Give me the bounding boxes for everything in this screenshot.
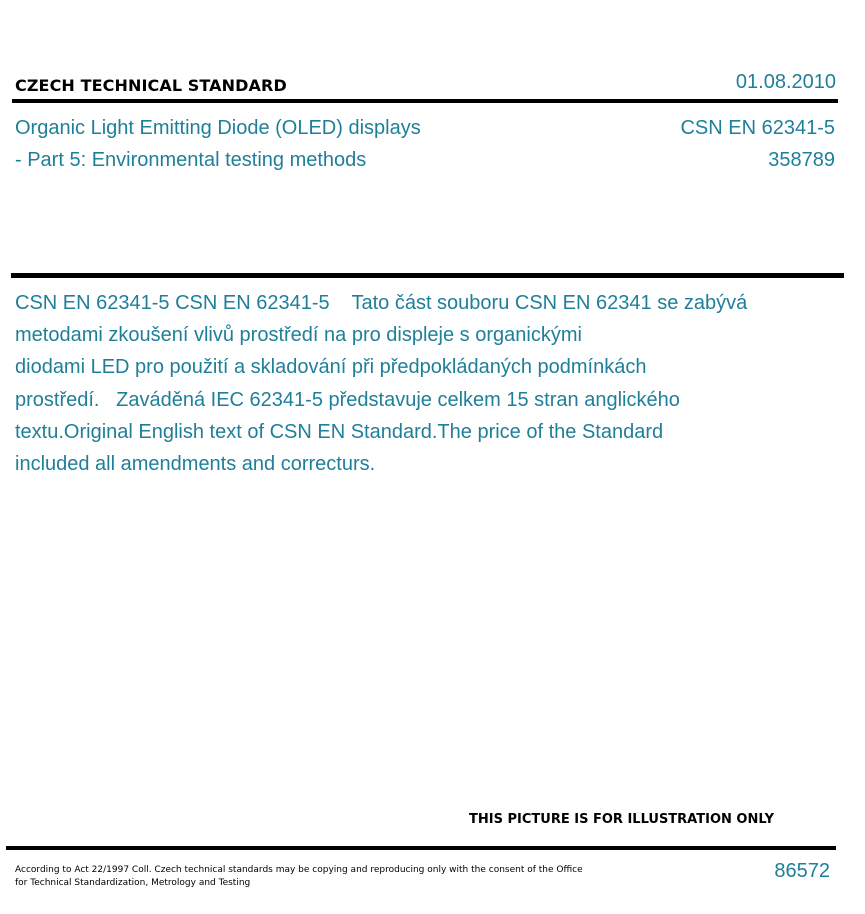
standard-code: CSN EN 62341-5: [680, 117, 835, 139]
standard-description: [15, 287, 835, 480]
header-divider: [12, 99, 838, 103]
description-line: included all amendments and correcturs.: [15, 453, 376, 476]
legal-notice: [15, 864, 595, 890]
section-divider: [11, 273, 844, 278]
footer-divider: [6, 846, 836, 850]
description-line: metodami zkoušení vlivů prostředí na pro displeje s organickými: [15, 324, 582, 347]
description-line: CSN EN 62341-5 CSN EN 62341-5 Tato část souboru CSN EN 62341 se zabývá: [15, 292, 748, 314]
illustration-notice: THIS PICTURE IS FOR ILLUSTRATION ONLY: [469, 812, 774, 827]
standard-title-line-2: - Part 5: Environmental testing methods: [15, 149, 367, 171]
legal-notice-line-1: According to Act 22/1997 Coll. Czech technical standards may be copying and reproducing only with the consent of the Office: [15, 865, 583, 875]
description-line: diodami LED pro použití a skladování při předpokládaných podmínkách: [15, 356, 647, 379]
standard-title-line-1: Organic Light Emitting Diode (OLED) displays: [15, 117, 421, 139]
description-line: prostředí. Zaváděná IEC 62341-5 představuje celkem 15 stran anglického: [15, 388, 680, 411]
catalog-number: 358789: [768, 149, 835, 171]
description-line: textu.Original English text of CSN EN Standard.The price of the Standard: [15, 420, 664, 443]
document-id: 86572: [774, 860, 830, 882]
publication-date: 01.08.2010: [735, 71, 836, 93]
document-header-title: CZECH TECHNICAL STANDARD: [15, 76, 287, 95]
legal-notice-line-2: for Technical Standardization, Metrology and Testing: [15, 878, 251, 888]
